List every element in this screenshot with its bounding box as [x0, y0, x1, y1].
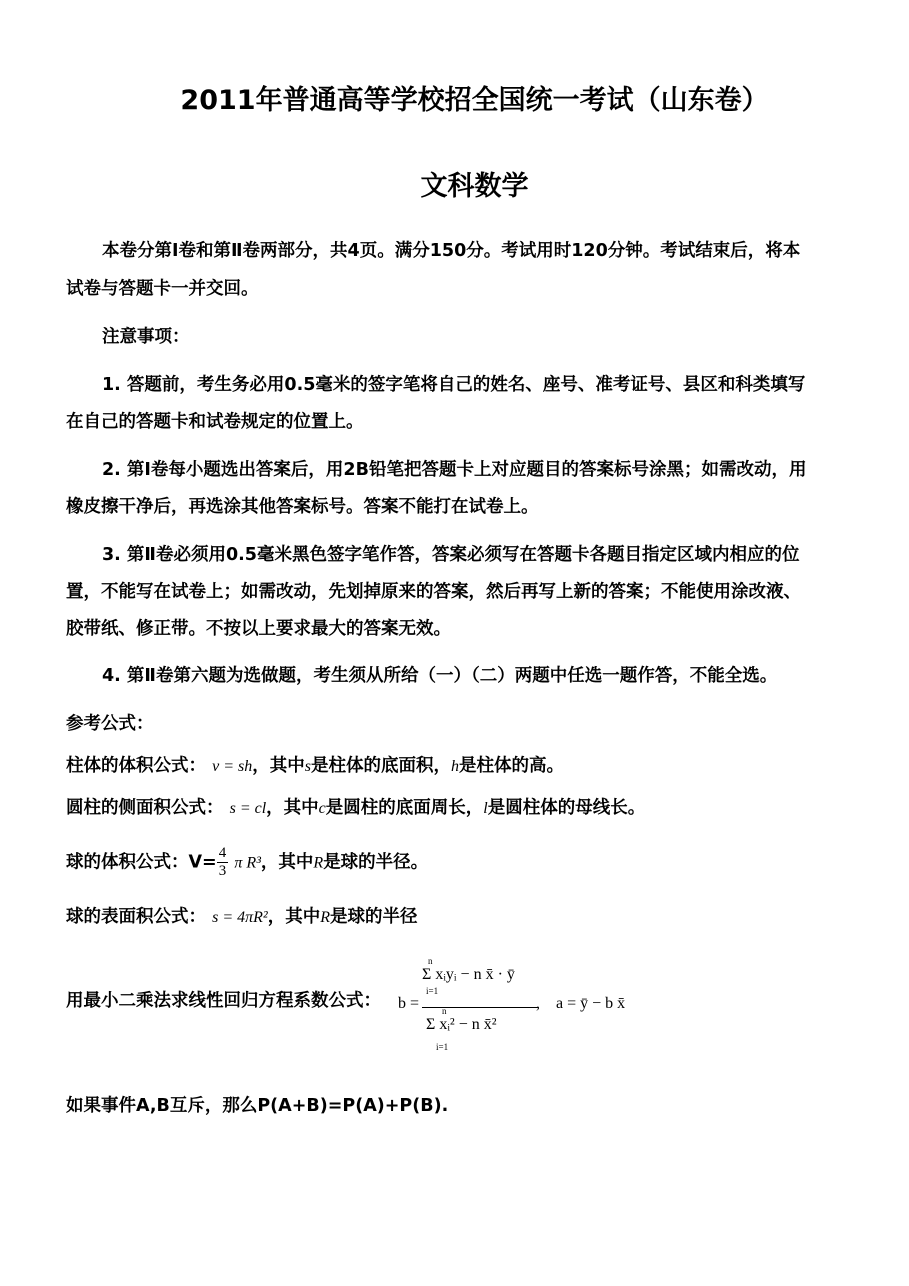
fraction-numerator: 4	[218, 845, 227, 861]
formula-label: 柱体的体积公式：	[66, 756, 206, 776]
formula-variable: R	[313, 854, 324, 872]
note-4-line-1: 4. 第Ⅱ卷第六题为选做题，考生须从所给（一）（二）两题中任选一题作答，不能全选。	[102, 666, 778, 686]
note-3-line-1: 3. 第Ⅱ卷必须用0.5毫米黑色签字笔作答，答案必须写在答题卡各题目指定区域内相应的位	[102, 545, 800, 565]
formula-text: 是柱体的高。	[458, 756, 564, 776]
note-2-line-2: 橡皮擦干净后，再选涂其他答案标号。答案不能打在试卷上。	[66, 497, 539, 517]
a-equals: a = ȳ − b x̄	[556, 995, 626, 1012]
sum-denominator: Σ xᵢ² − n x̄²	[426, 1016, 497, 1033]
exam-subtitle: 文科数学	[420, 171, 529, 202]
formula-label: 球的表面积公式：	[66, 907, 206, 927]
note-2-line-1: 2. 第Ⅰ卷每小题选出答案后，用2B铅笔把答题卡上对应题目的答案标号涂黑；如需改动，用	[102, 460, 807, 480]
note-3-line-2: 置，不能写在试卷上；如需改动，先划掉原来的答案，然后再写上新的答案；不能使用涂改液、	[66, 582, 801, 602]
formula-expression: s = cl	[229, 800, 267, 817]
regression-formula	[396, 958, 646, 1058]
formula-cylinder-volume	[66, 755, 856, 778]
formula-expression: v = sh	[212, 758, 253, 775]
exclusive-events-line: 如果事件A,B互斥，那么P(A+B)=P(A)+P(B).	[66, 1096, 449, 1116]
sum-numerator: Σ xᵢyᵢ − n x̄ · ȳ	[422, 966, 515, 983]
note-3-line-3: 胶带纸、修正带。不按以上要求最大的答案无效。	[66, 619, 451, 639]
formula-sphere-surface	[66, 906, 856, 929]
formula-text: ，其中	[266, 798, 319, 818]
formula-text: 是圆柱的底面周长，	[325, 798, 484, 818]
formula-text: ，其中	[252, 756, 305, 776]
intro-line-2: 试卷与答题卡一并交回。	[66, 279, 259, 299]
formula-text: 是柱体的底面积，	[310, 756, 451, 776]
sum-upper-limit: n	[428, 956, 433, 966]
formula-variable: c	[318, 800, 326, 817]
fraction-denominator: 3	[218, 863, 227, 879]
formula-variable: s	[304, 758, 311, 775]
formula-text: 是圆柱体的母线长。	[487, 798, 646, 818]
formula-sphere-volume	[66, 845, 856, 881]
note-1-line-2: 在自己的答题卡和试卷规定的位置上。	[66, 412, 364, 432]
sum-lower-limit: i=1	[436, 1042, 449, 1052]
formula-label: 球的体积公式：	[66, 852, 189, 873]
sum-lower-limit: i=1	[426, 986, 439, 996]
formula-separator: ,	[536, 995, 540, 1012]
b-equals: b =	[398, 995, 420, 1012]
formula-regression-label: 用最小二乘法求线性回归方程系数公式：	[66, 991, 381, 1011]
formula-text: 是球的半径。	[323, 852, 429, 873]
fraction-bar	[422, 1007, 538, 1008]
formula-label: 圆柱的侧面积公式：	[66, 798, 224, 818]
formula-cylinder-side-area	[66, 797, 856, 820]
notes-heading: 注意事项：	[102, 327, 190, 347]
sum-upper-limit: n	[442, 1006, 447, 1016]
formula-lead: V=	[188, 852, 217, 873]
formula-variable: l	[483, 800, 488, 817]
formula-variable: h	[450, 758, 459, 775]
formulas-heading: 参考公式：	[66, 714, 154, 734]
exam-title: 2011年普通高等学校招全国统一考试（山东卷）	[180, 85, 769, 116]
formula-variable: R	[320, 909, 330, 926]
formula-text: 是球的半径	[329, 907, 418, 927]
formula-text: ，其中	[260, 852, 314, 873]
fraction	[217, 845, 229, 880]
formula-expression: s = 4πR²	[212, 909, 268, 926]
formula-text: ，其中	[267, 907, 321, 927]
note-1-line-1: 1. 答题前，考生务必用0.5毫米的签字笔将自己的姓名、座号、准考证号、县区和科类填写	[102, 375, 806, 395]
intro-line-1: 本卷分第Ⅰ卷和第Ⅱ卷两部分，共4页。满分150分。考试用时120分钟。考试结束后，将本	[102, 241, 801, 261]
formula-expression: π R³	[234, 854, 261, 872]
